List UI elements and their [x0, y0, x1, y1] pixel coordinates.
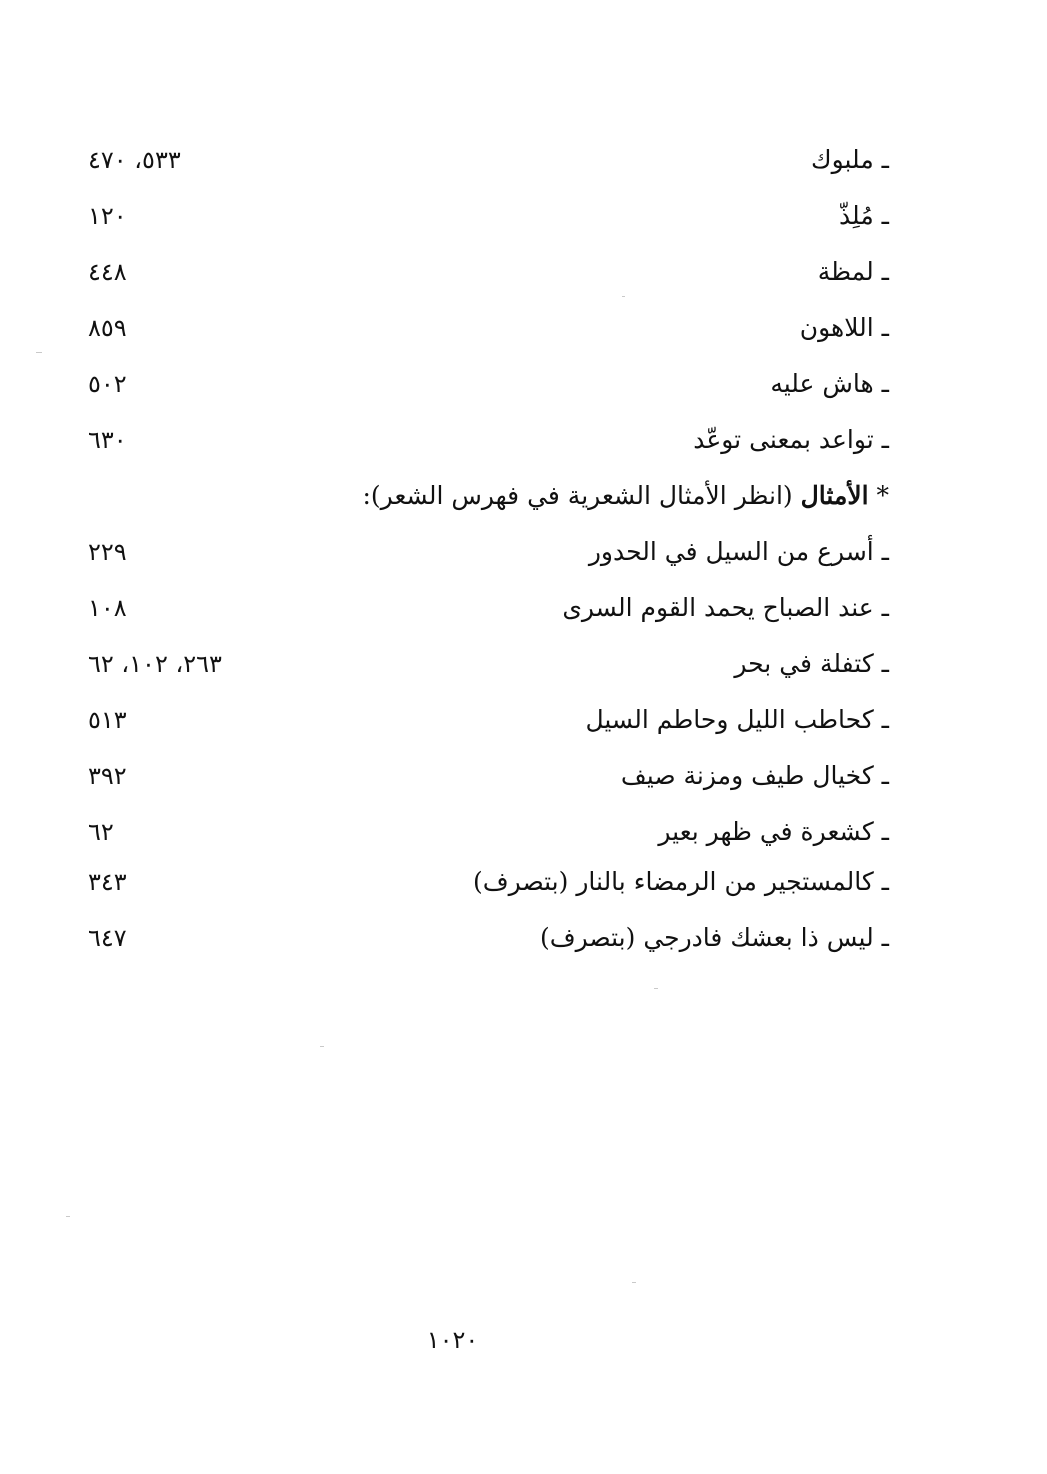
index-entry — [88, 918, 889, 958]
entry-pages: ٢٦٣، ١٠٢، ٦٢ — [88, 650, 222, 678]
section-title: الأمثال — [800, 481, 869, 510]
index-entry — [88, 140, 889, 180]
index-entry — [88, 364, 889, 404]
index-entry — [88, 700, 889, 740]
index-entry — [88, 756, 889, 796]
scan-speck — [36, 352, 42, 353]
entry-term: ـ أسرع من السيل في الحدور — [588, 537, 889, 566]
entry-term: ـ كتفلة في بحر — [734, 649, 889, 678]
entry-term: ـ تواعد بمعنى توعّد — [693, 425, 889, 454]
entry-pages: ١٠٨ — [88, 594, 127, 622]
entry-pages: ٢٢٩ — [88, 538, 127, 566]
entry-term: ـ كشعرة في ظهر بعير — [658, 817, 889, 846]
entry-pages: ٨٥٩ — [88, 314, 127, 342]
index-entry — [88, 252, 889, 292]
entry-pages: ٤٤٨ — [88, 258, 127, 286]
entry-term: ـ لمظة — [817, 257, 889, 286]
entry-term: ـ هاش عليه — [770, 369, 889, 398]
index-entry — [88, 532, 889, 572]
entry-pages: ٣٩٢ — [88, 762, 127, 790]
entry-term: ـ مُلِذّ — [838, 201, 889, 230]
section-heading — [363, 476, 890, 516]
entry-term: ـ ملبوك — [810, 145, 889, 174]
entry-term: ـ كخيال طيف ومزنة صيف — [620, 761, 889, 790]
scan-speck — [654, 988, 658, 989]
index-entry — [88, 420, 889, 460]
index-entry — [88, 644, 889, 684]
entry-pages: ٦٢ — [88, 818, 114, 846]
entry-pages: ٥١٣ — [88, 706, 127, 734]
entry-term: ـ كالمستجير من الرمضاء بالنار (بتصرف) — [472, 867, 889, 896]
entry-term: ـ كحاطب الليل وحاطم السيل — [585, 705, 889, 734]
entry-pages: ٥٠٢ — [88, 370, 127, 398]
scan-speck — [622, 296, 625, 297]
index-entry — [88, 862, 889, 902]
entry-term: ـ ليس ذا بعشك فادرجي (بتصرف) — [539, 923, 889, 952]
index-entry — [88, 308, 889, 348]
entry-pages: ٥٣٣، ٤٧٠ — [88, 146, 181, 174]
page-number: ١٠٢٠ — [426, 1326, 479, 1354]
scan-speck — [320, 1046, 324, 1047]
entry-pages: ٦٣٠ — [88, 426, 127, 454]
index-entry — [88, 588, 889, 628]
entry-pages: ٣٤٣ — [88, 868, 127, 896]
index-entry — [88, 812, 889, 852]
entry-term: ـ عند الصباح يحمد القوم السرى — [562, 593, 889, 622]
entry-term: ـ اللاهون — [799, 313, 889, 342]
scan-speck — [632, 1282, 636, 1283]
index-entry — [88, 196, 889, 236]
section-note: (انظر الأمثال الشعرية في فهرس الشعر): — [362, 481, 793, 510]
star-marker: * — [876, 481, 889, 510]
scan-speck — [66, 1216, 70, 1217]
entry-pages: ١٢٠ — [88, 202, 127, 230]
entry-pages: ٦٤٧ — [88, 924, 127, 952]
